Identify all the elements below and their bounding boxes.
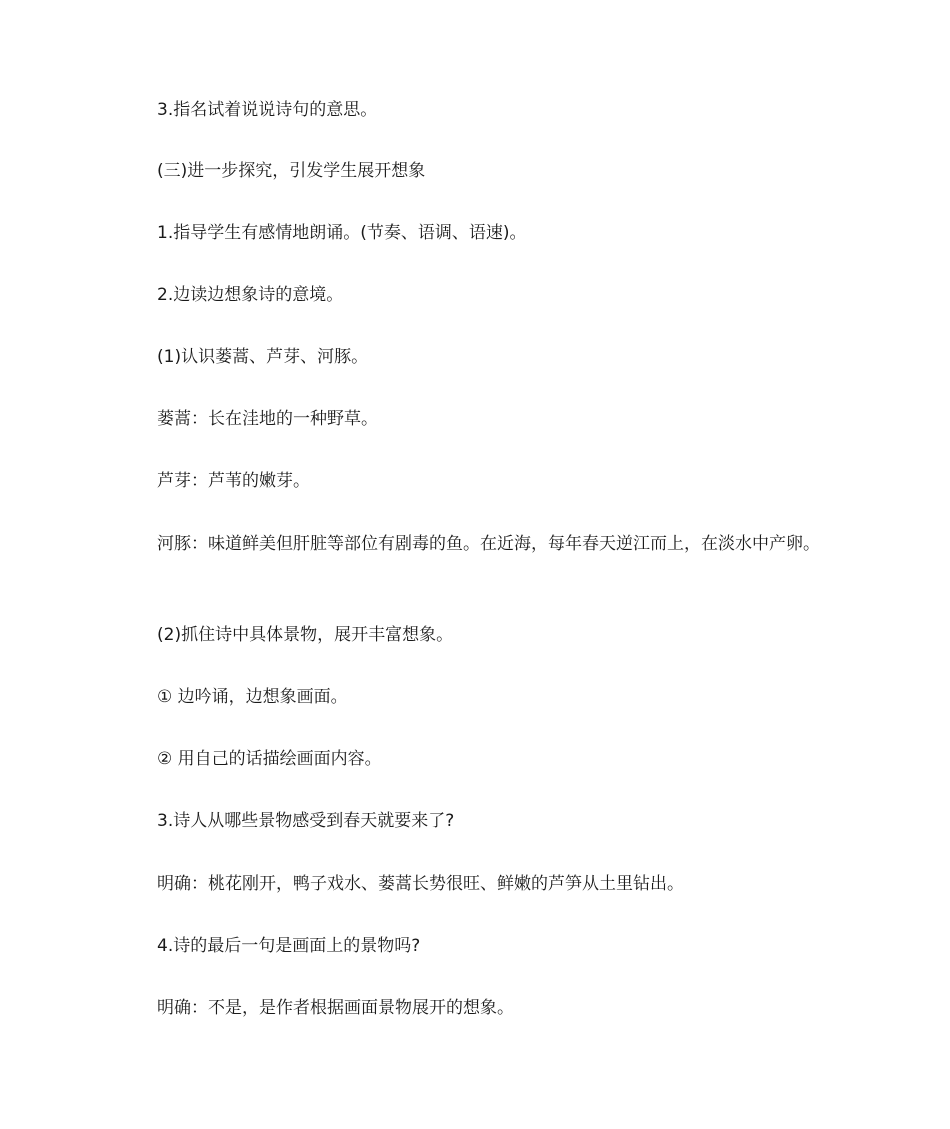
paragraph-circled-2: ② 用自己的话描绘画面内容。 (157, 749, 382, 769)
paragraph-step-2: 2.边读边想象诗的意境。 (157, 285, 344, 305)
paragraph-question-3: 3.诗人从哪些景物感受到春天就要来了? (157, 811, 455, 831)
paragraph-step-3: 3.指名试着说说诗句的意思。 (157, 100, 378, 120)
paragraph-substep-1: (1)认识蒌蒿、芦芽、河豚。 (157, 347, 369, 367)
paragraph-definition-louhao: 蒌蒿：长在洼地的一种野草。 (157, 409, 378, 429)
paragraph-substep-2: (2)抓住诗中具体景物，展开丰富想象。 (157, 625, 454, 645)
paragraph-answer-3: 明确：桃花刚开，鸭子戏水、蒌蒿长势很旺、鲜嫩的芦笋从土里钻出。 (157, 874, 684, 894)
paragraph-step-1: 1.指导学生有感情地朗诵。(节奏、语调、语速)。 (157, 223, 527, 243)
paragraph-circled-1: ① 边吟诵，边想象画面。 (157, 687, 348, 707)
paragraph-definition-luya: 芦芽：芦苇的嫩芽。 (157, 471, 310, 491)
section-heading-3: (三)进一步探究，引发学生展开想象 (157, 161, 426, 181)
paragraph-answer-4: 明确：不是，是作者根据画面景物展开的想象。 (157, 998, 514, 1018)
paragraph-question-4: 4.诗的最后一句是画面上的景物吗? (157, 936, 421, 956)
paragraph-definition-hetun: 河豚：味道鲜美但肝脏等部位有剧毒的鱼。在近海，每年春天逆江而上，在淡水中产卵。 (157, 534, 820, 554)
